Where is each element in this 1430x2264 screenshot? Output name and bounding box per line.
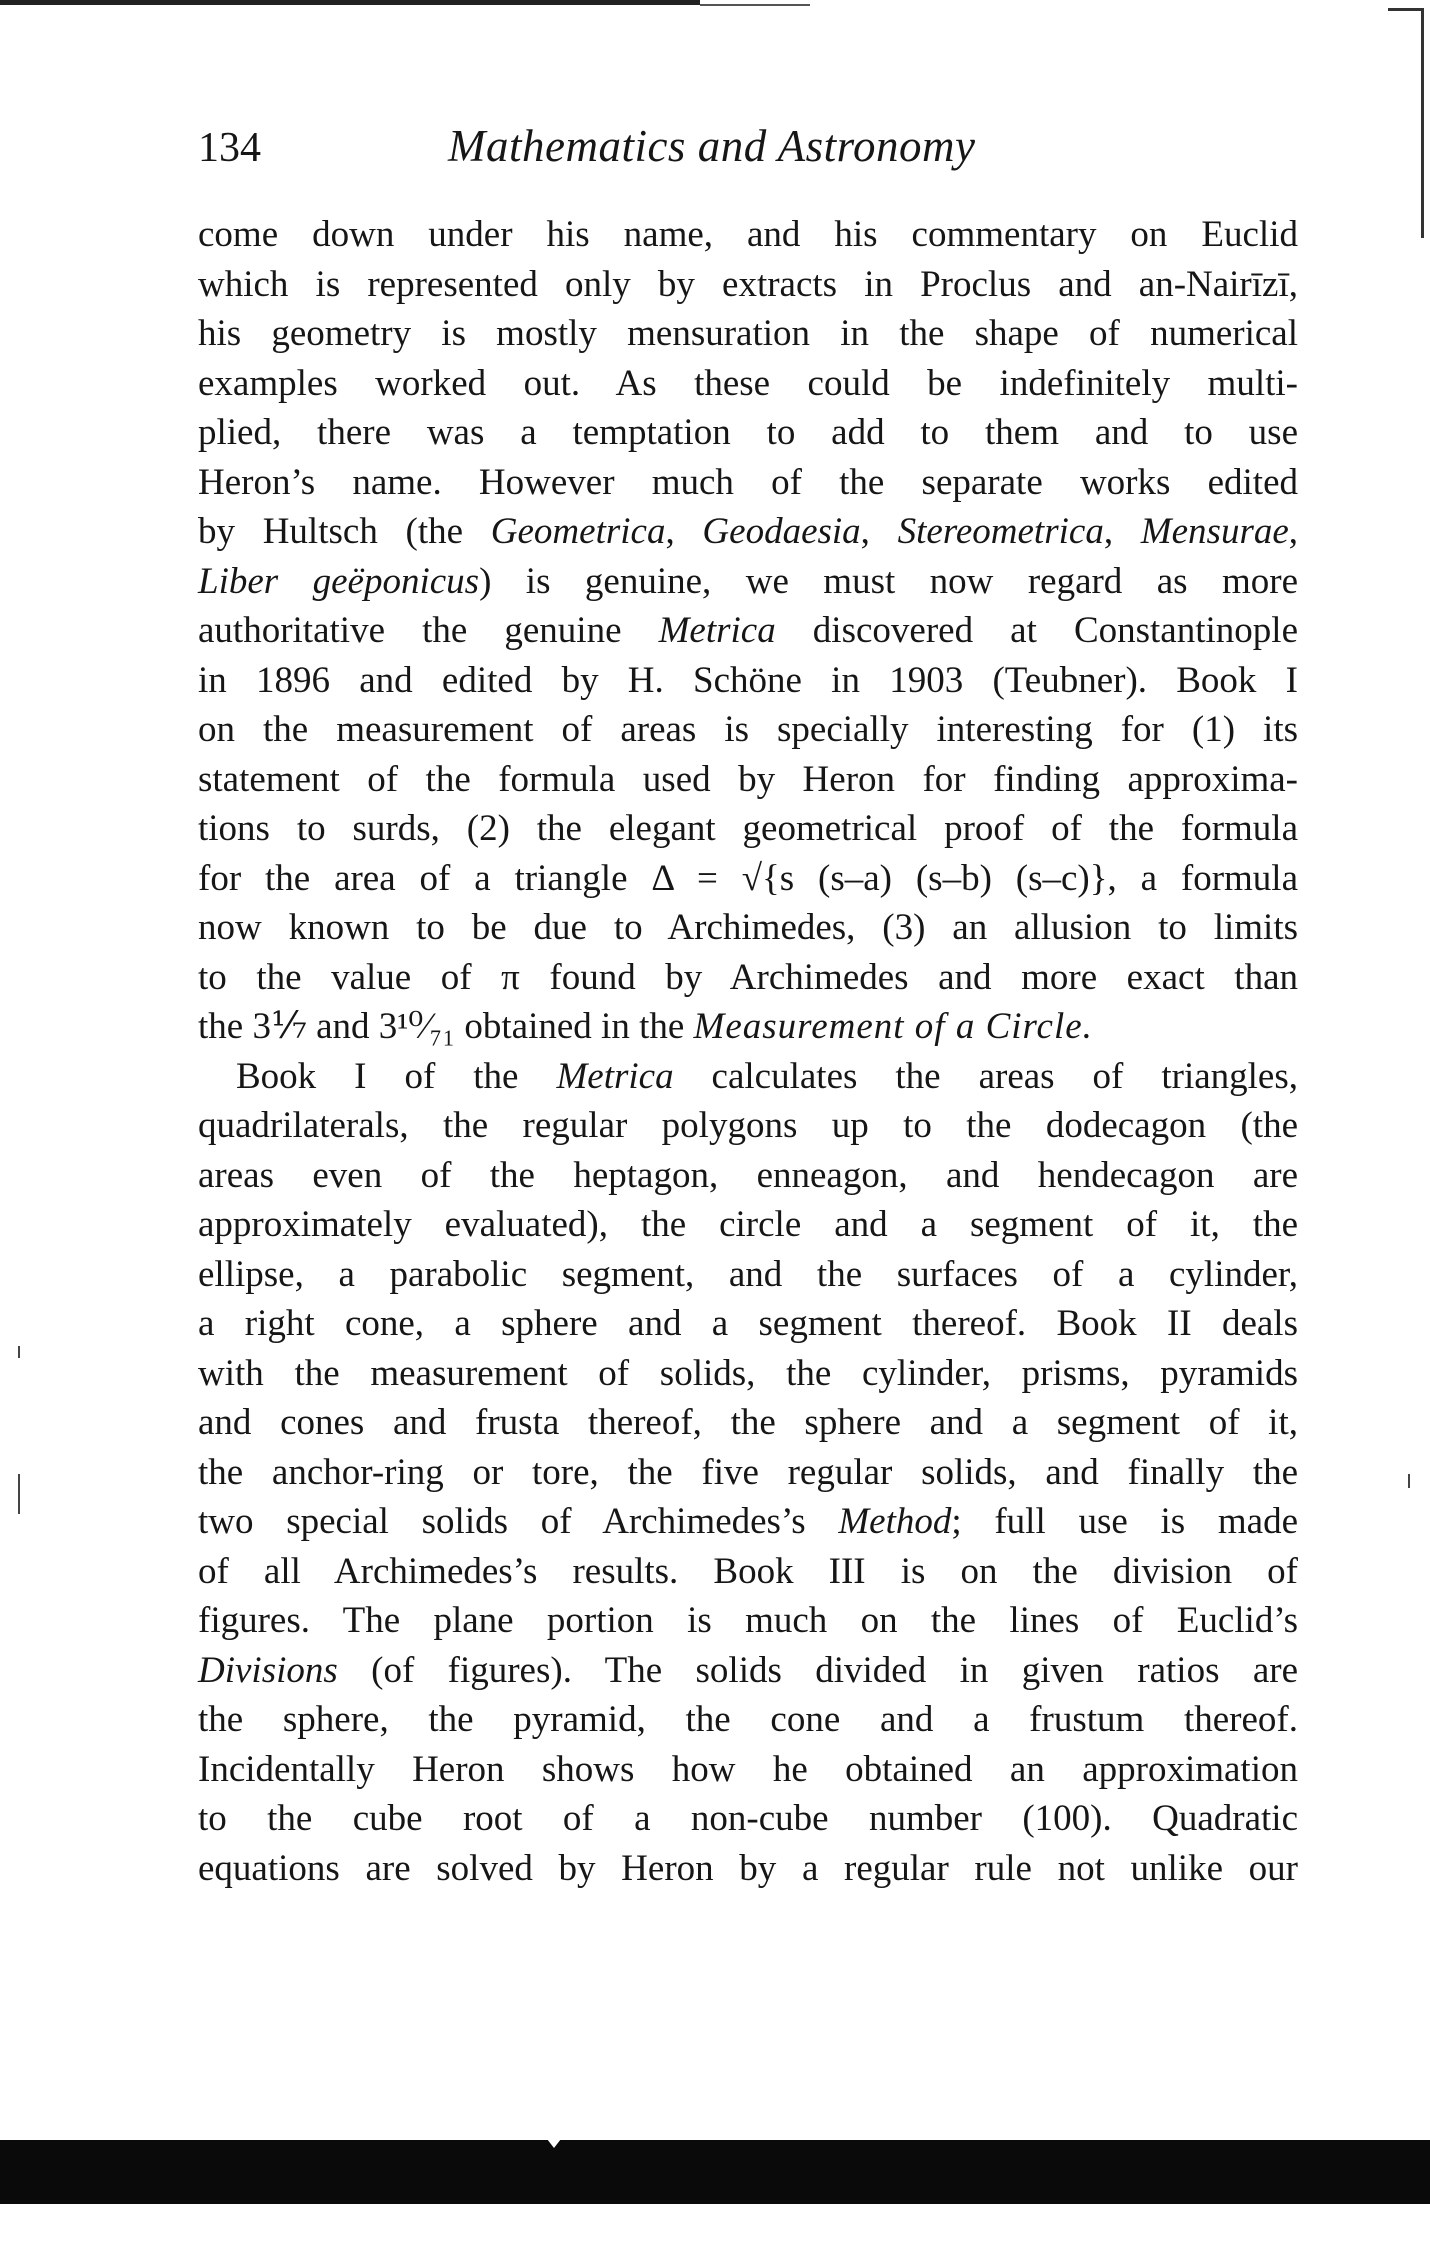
text-line: by Hultsch (the Geometrica , Geodaesia , Stereometrica , Mensurae ,: [198, 511, 1299, 552]
text-line: come down under his name, and his commentary on Euclid: [198, 214, 1298, 255]
margin-mark: [18, 1346, 20, 1358]
text-line: Liber geëponicus ) is genuine, we must now regard as more: [198, 560, 1299, 602]
page-number: 134: [198, 125, 261, 171]
text-line: Divisions (of figures). The solids divided in given ratios are: [198, 1649, 1298, 1691]
text-line: tions to surds, (2) the elegant geometrical proof of the formula: [198, 808, 1298, 849]
text-line: with the measurement of solids, the cylinder, prisms, pyramids: [198, 1352, 1298, 1394]
text-line: a right cone, a sphere and a segment thereof. Book II deals: [198, 1303, 1298, 1344]
text-line: on the measurement of areas is specially interesting for (1) its: [198, 709, 1298, 750]
text-line: now known to be due to Archimedes, (3) an allusion to limits: [198, 907, 1298, 948]
text-line: equations are solved by Heron by a regular rule not unlike our: [198, 1847, 1298, 1889]
text-line: ellipse, a parabolic segment, and the surfaces of a cylinder,: [198, 1253, 1298, 1295]
text-line: his geometry is mostly mensuration in the shape of numerical: [198, 313, 1298, 354]
text-line: the anchor-ring or tore, the five regular solids, and finally the: [198, 1451, 1298, 1493]
scan-bottom-notch: [540, 2130, 568, 2148]
margin-mark: [1408, 1474, 1410, 1488]
text-body: [198, 210, 1298, 1893]
text-line: the sphere, the pyramid, the cone and a frustum thereof.: [198, 1699, 1298, 1740]
scan-edge-top: [0, 0, 700, 5]
text-line: authoritative the genuine Metrica discovered at Constantinople: [198, 610, 1298, 651]
text-line: approximately evaluated), the circle and a segment of it, the: [198, 1204, 1298, 1245]
text-line: and cones and frusta thereof, the sphere and a segment of it,: [198, 1402, 1298, 1443]
text-line: the 3⅐ and 3¹⁰⁄₇₁ obtained in the Measurement of a Circle.: [198, 1006, 1093, 1047]
text-line: statement of the formula used by Heron for finding approxima-: [198, 758, 1298, 800]
scan-edge-right: [1421, 8, 1424, 238]
text-line: areas even of the heptagon, enneagon, and hendecagon are: [198, 1154, 1298, 1196]
scan-edge-right-top: [1388, 8, 1424, 11]
running-title: Mathematics and Astronomy: [448, 121, 976, 171]
text-line: to the value of π found by Archimedes and more exact than: [198, 956, 1298, 998]
text-line: in 1896 and edited by H. Schöne in 1903 (Teubner). Book I: [198, 659, 1298, 701]
text-line: quadrilaterals, the regular polygons up to the dodecagon (the: [198, 1105, 1298, 1146]
text-line: to the cube root of a non-cube number (100). Quadratic: [198, 1798, 1298, 1839]
text-line: Heron’s name. However much of the separate works edited: [198, 461, 1298, 503]
text-line: of all Archimedes’s results. Book III is on the division of: [198, 1550, 1298, 1592]
text-line: Incidentally Heron shows how he obtained an approximation: [198, 1748, 1298, 1790]
scan-edge-top-fragment: [700, 4, 810, 6]
text-line: plied, there was a temptation to add to them and to use: [198, 412, 1298, 453]
scan-bottom-band: [0, 2140, 1430, 2204]
text-line: which is represented only by extracts in Proclus and an-Nairīzī,: [198, 263, 1298, 305]
text-line: figures. The plane portion is much on the lines of Euclid’s: [198, 1600, 1298, 1641]
running-head: [198, 120, 1298, 190]
text-line: examples worked out. As these could be indefinitely multi-: [198, 362, 1298, 404]
text-line: two special solids of Archimedes’s Method ; full use is made: [198, 1501, 1298, 1542]
margin-mark: [18, 1474, 20, 1514]
text-line: Book I of the Metrica calculates the areas of triangles,: [236, 1055, 1298, 1097]
text-line: for the area of a triangle Δ = √{s (s–a) (s–b) (s–c)}, a formula: [198, 857, 1298, 899]
